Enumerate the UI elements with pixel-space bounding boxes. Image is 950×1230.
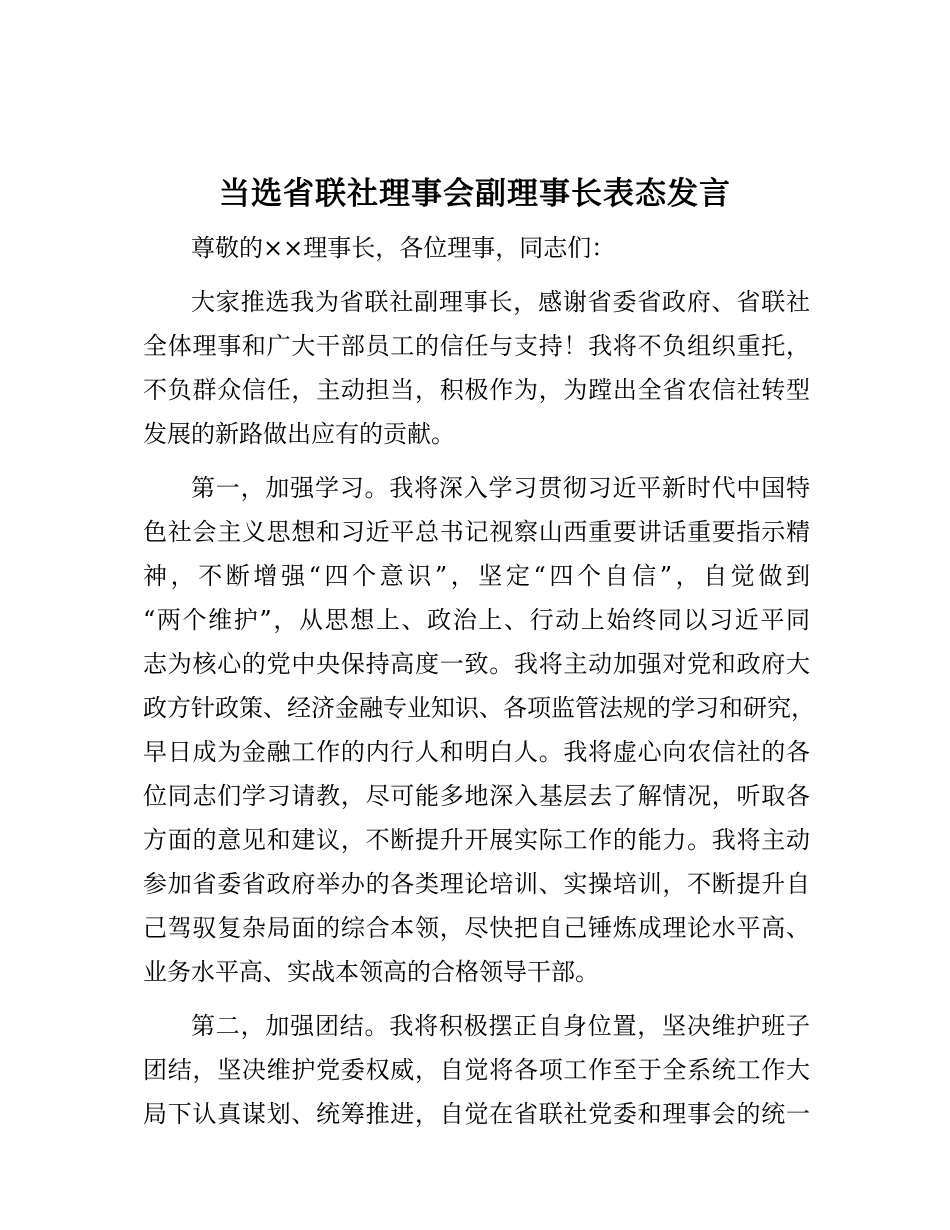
text-line: 志为核心的党中央保持高度一致。我将主动加强对党和政府大 [143,650,810,678]
text-line: 位同志们学习请教，尽可能多地深入基层去了解情况，听取各 [143,782,810,810]
text-line: 第二，加强团结。我将积极摆正自身位置，坚决维护班子 [191,1012,810,1040]
paragraph [143,280,810,456]
text-line: 政方针政策、经济金融专业知识、各项监管法规的学习和研究， [143,694,815,722]
paragraph [143,466,815,994]
text-line: 发展的新路做出应有的贡献。 [143,420,455,448]
text-line: 方面的意见和建议，不断提升开展实际工作的能力。我将主动 [143,826,810,854]
text-line: “两个维护”，从思想上、政治上、行动上始终同以习近平同 [143,606,810,634]
text-line: 全体理事和广大干部员工的信任与支持！我将不负组织重托， [143,332,810,360]
text-line: 第一，加强学习。我将深入学习贯彻习近平新时代中国特 [191,474,810,502]
text-line: 团结，坚决维护党委权威，自觉将各项工作至于全系统工作大 [143,1056,810,1084]
paragraph [143,1004,810,1136]
text-line: 业务水平高、实战本领高的合格领导干部。 [143,958,599,986]
text-line: 己驾驭复杂局面的综合本领，尽快把自己锤炼成理论水平高、 [143,914,810,942]
text-line: 色社会主义思想和习近平总书记视察山西重要讲话重要指示精 [143,518,810,546]
text-line: 大家推选我为省联社副理事长，感谢省委省政府、省联社 [191,288,810,316]
text-line: 早日成为金融工作的内行人和明白人。我将虚心向农信社的各 [143,738,810,766]
text-line: 参加省委省政府举办的各类理论培训、实操培训，不断提升自 [143,870,810,898]
paragraphs [143,280,815,1136]
document-title: 当选省联社理事会副理事长表态发言 [219,176,731,212]
text-line: 神，不断增强“四个意识”，坚定“四个自信”，自觉做到 [143,562,810,590]
salutation: 尊敬的××理事长，各位理事，同志们： [191,234,616,262]
document-body [143,226,815,1136]
text-line: 局下认真谋划、统筹推进，自觉在省联社党委和理事会的统一 [143,1100,810,1128]
text-line: 不负群众信任，主动担当，积极作为，为蹚出全省农信社转型 [143,376,810,404]
